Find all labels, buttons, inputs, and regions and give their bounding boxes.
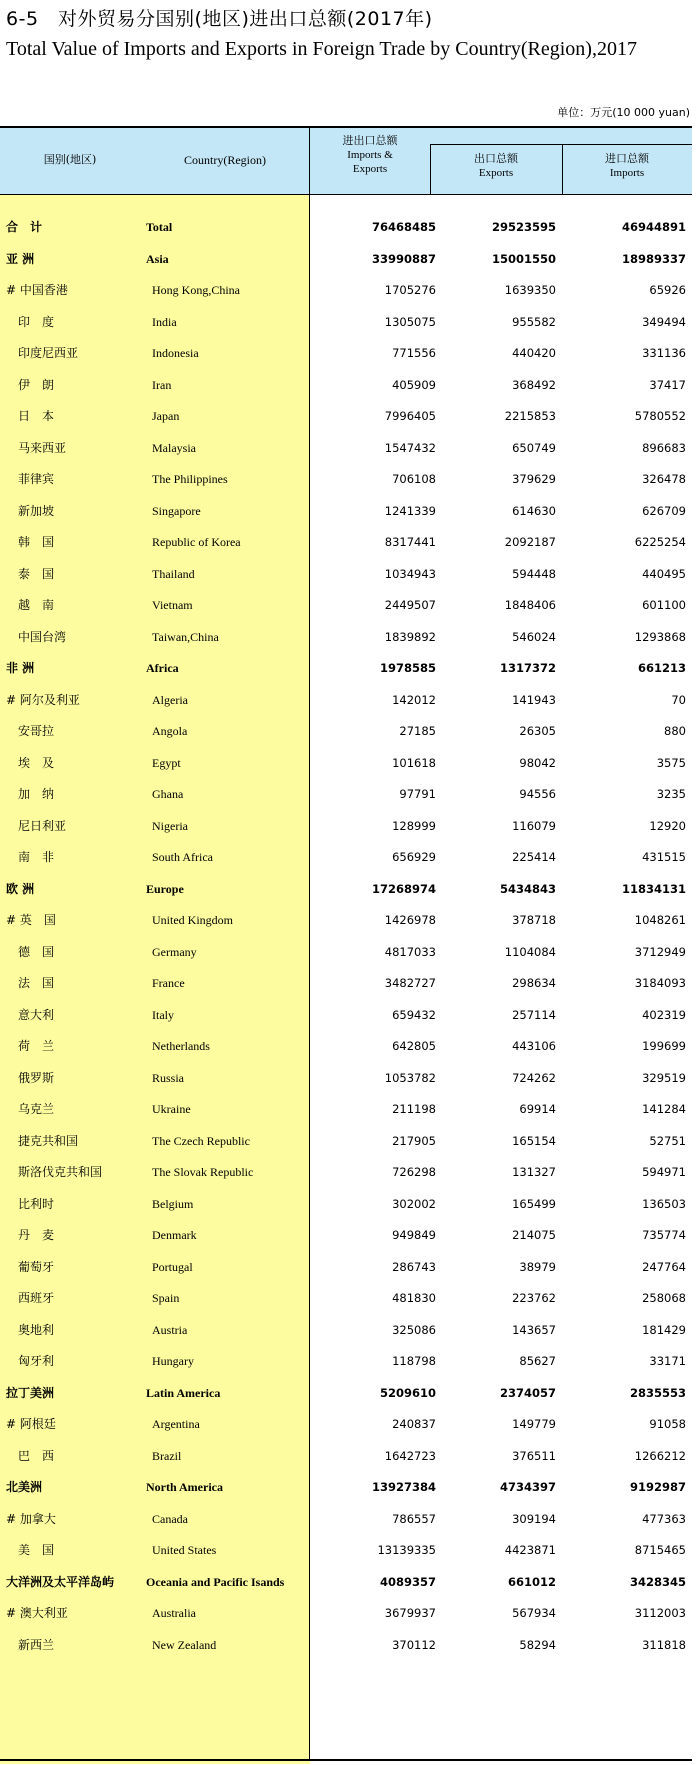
table-row: [0, 1125, 692, 1157]
value-exports: 165154: [512, 1133, 556, 1148]
row-name-en: Nigeria: [152, 818, 188, 833]
row-name-cn: 葡萄牙: [6, 1259, 55, 1274]
row-name-en: Indonesia: [152, 346, 199, 360]
value-total: 33990887: [371, 251, 436, 266]
value-total: 1705276: [384, 283, 436, 297]
row-name-en: The Philippines: [152, 472, 228, 486]
value-imports: 3712949: [634, 944, 686, 959]
table-row: [0, 1503, 692, 1535]
row-name-cn: 亚 洲: [6, 251, 35, 266]
table-row: [0, 369, 692, 401]
row-name-cn: # 加拿大: [6, 1511, 56, 1526]
column-divider-2: [430, 144, 431, 195]
value-imports: 33171: [649, 1354, 686, 1368]
table-row: [0, 1345, 692, 1377]
table-row: [0, 1093, 692, 1125]
value-exports: 149779: [512, 1417, 556, 1431]
row-name-cn: # 英 国: [6, 913, 56, 927]
row-name-cn: 丹 麦: [6, 1228, 55, 1242]
table-row: [0, 715, 692, 747]
value-exports: 38979: [519, 1259, 556, 1274]
row-name-en: New Zealand: [152, 1637, 217, 1652]
row-name-en: Algeria: [152, 692, 188, 707]
row-name-cn: 巴 西: [6, 1448, 55, 1463]
value-imports: 46944891: [621, 220, 686, 234]
table-row: [0, 1062, 692, 1094]
value-total: 1034943: [384, 566, 436, 581]
value-exports: 379629: [512, 472, 556, 486]
value-total: 1642723: [384, 1448, 436, 1463]
row-name-en: Oceania and Pacific Isands: [146, 1574, 285, 1589]
value-total: 1305075: [384, 314, 436, 329]
value-imports: 18989337: [621, 251, 686, 266]
table-row: [0, 1030, 692, 1062]
value-imports: 6225254: [634, 535, 686, 549]
header-country-en: Country(Region): [184, 153, 266, 167]
row-name-en: Hong Kong,China: [152, 283, 240, 297]
row-name-en: Republic of Korea: [152, 535, 241, 549]
table-row: [0, 1377, 692, 1409]
value-imports: 258068: [642, 1291, 686, 1305]
row-name-cn: 荷 兰: [6, 1039, 55, 1053]
row-name-cn: 南 非: [6, 850, 55, 864]
value-exports: 58294: [519, 1637, 556, 1652]
row-name-en: Denmark: [152, 1228, 197, 1242]
value-exports: 1317372: [499, 661, 556, 675]
value-total: 405909: [392, 377, 436, 392]
header-bottom-rule: [0, 194, 692, 195]
row-name-cn: 拉丁美洲: [6, 1385, 55, 1400]
value-total: 13139335: [377, 1543, 436, 1557]
row-name-cn: 俄罗斯: [6, 1070, 55, 1085]
value-exports: 141943: [512, 692, 556, 707]
row-name-en: France: [152, 976, 185, 990]
value-exports: 1104084: [504, 944, 556, 959]
unit-note: 单位：万元(10 000 yuan): [557, 106, 690, 119]
value-imports: 247764: [642, 1259, 686, 1274]
row-name-en: Iran: [152, 377, 172, 392]
row-name-en: Vietnam: [152, 598, 193, 612]
value-total: 76468485: [371, 220, 436, 234]
table-row: [0, 936, 692, 968]
value-total: 211198: [392, 1102, 436, 1116]
value-exports: 257114: [512, 1007, 556, 1022]
value-imports: 661213: [637, 661, 686, 675]
row-name-en: South Africa: [152, 850, 213, 864]
value-total: 3679937: [384, 1606, 436, 1620]
value-imports: 3235: [656, 787, 686, 801]
value-imports: 440495: [642, 566, 686, 581]
row-name-cn: 伊 朗: [6, 377, 55, 392]
page-title-en: Total Value of Imports and Exports in Foreign Trade by Country(Region),2017: [6, 38, 637, 60]
row-name-en: Angola: [152, 724, 188, 738]
table-row: [0, 1629, 692, 1661]
row-name-cn: 欧 洲: [6, 881, 35, 896]
value-exports: 309194: [512, 1511, 556, 1526]
value-exports: 165499: [512, 1196, 556, 1211]
value-exports: 443106: [512, 1039, 556, 1053]
row-name-en: United Kingdom: [152, 913, 233, 927]
row-name-en: Argentina: [152, 1417, 200, 1431]
row-name-en: Asia: [146, 251, 169, 266]
value-exports: 440420: [512, 346, 556, 360]
column-divider-3: [562, 144, 563, 195]
row-name-en: Hungary: [152, 1354, 194, 1368]
value-imports: 349494: [642, 314, 686, 329]
row-name-cn: 大洋洲及太平洋岛屿: [6, 1574, 115, 1589]
table-row: [0, 684, 692, 716]
table-bottom-rule: [0, 1759, 692, 1761]
value-exports: 4734397: [499, 1480, 556, 1494]
row-name-cn: 泰 国: [6, 566, 55, 581]
value-total: 325086: [392, 1322, 436, 1337]
table-row: [0, 652, 692, 684]
value-imports: 136503: [642, 1196, 686, 1211]
header-exports: 出口总额 Exports: [474, 152, 518, 179]
table-row: [0, 1471, 692, 1503]
value-imports: 2835553: [629, 1385, 686, 1400]
table-row: [0, 1597, 692, 1629]
header-sub-rule: [430, 144, 692, 145]
value-exports: 546024: [512, 629, 556, 644]
value-total: 17268974: [371, 881, 436, 896]
value-exports: 724262: [512, 1070, 556, 1085]
row-name-cn: 乌克兰: [6, 1102, 55, 1116]
row-name-cn: 埃 及: [6, 755, 55, 770]
value-imports: 12920: [649, 818, 686, 833]
value-exports: 116079: [512, 818, 556, 833]
value-exports: 69914: [519, 1102, 556, 1116]
value-total: 5209610: [379, 1385, 436, 1400]
table-row: [0, 778, 692, 810]
value-exports: 29523595: [491, 220, 556, 234]
value-imports: 11834131: [621, 881, 686, 896]
table-row: [0, 621, 692, 653]
value-imports: 3575: [656, 755, 686, 770]
table-row: [0, 558, 692, 590]
table-row: [0, 306, 692, 338]
table-row: [0, 589, 692, 621]
table-row: [0, 211, 692, 243]
value-imports: 181429: [642, 1322, 686, 1337]
row-name-cn: 新加坡: [6, 503, 55, 518]
value-imports: 331136: [642, 346, 686, 360]
table-row: [0, 1440, 692, 1472]
table-row: [0, 1251, 692, 1283]
value-exports: 378718: [512, 913, 556, 927]
value-exports: 15001550: [491, 251, 556, 266]
value-imports: 880: [664, 724, 686, 738]
row-name-cn: 加 纳: [6, 787, 55, 801]
header-country-cn: 国别(地区): [43, 153, 97, 166]
header-imports: 进口总额 Imports: [605, 152, 649, 179]
table-row: [0, 1534, 692, 1566]
row-name-cn: 尼日利亚: [6, 818, 67, 833]
row-name-cn: 安哥拉: [6, 724, 55, 738]
value-total: 7996405: [384, 409, 436, 423]
row-name-en: Thailand: [152, 566, 195, 581]
value-exports: 26305: [519, 724, 556, 738]
table-row: [0, 337, 692, 369]
value-total: 27185: [399, 724, 436, 738]
row-name-en: Latin America: [146, 1385, 221, 1400]
value-total: 302002: [392, 1196, 436, 1211]
value-imports: 70: [671, 692, 686, 707]
value-imports: 65926: [649, 283, 686, 297]
value-exports: 376511: [512, 1448, 556, 1463]
table-row: [0, 1282, 692, 1314]
row-name-cn: 捷克共和国: [6, 1133, 79, 1148]
table-row: [0, 400, 692, 432]
value-exports: 5434843: [499, 881, 556, 896]
row-name-cn: # 阿尔及利亚: [6, 692, 80, 707]
value-imports: 402319: [642, 1007, 686, 1022]
row-name-en: Taiwan,China: [152, 629, 219, 644]
table-row: [0, 904, 692, 936]
value-imports: 52751: [649, 1133, 686, 1148]
value-exports: 594448: [512, 566, 556, 581]
value-total: 101618: [392, 755, 436, 770]
value-imports: 329519: [642, 1070, 686, 1085]
table-row: [0, 526, 692, 558]
value-exports: 298634: [512, 976, 556, 990]
value-total: 8317441: [384, 535, 436, 549]
table-row: [0, 1566, 692, 1598]
value-exports: 2092187: [504, 535, 556, 549]
table-row: [0, 1156, 692, 1188]
value-imports: 1266212: [634, 1448, 686, 1463]
value-exports: 143657: [512, 1322, 556, 1337]
row-name-en: Malaysia: [152, 440, 196, 455]
value-imports: 626709: [642, 503, 686, 518]
value-exports: 1639350: [504, 283, 556, 297]
row-name-en: Germany: [152, 944, 197, 959]
value-total: 949849: [392, 1228, 436, 1242]
value-total: 1547432: [384, 440, 436, 455]
table-row: [0, 463, 692, 495]
row-name-cn: 美 国: [6, 1543, 55, 1557]
value-total: 217905: [392, 1133, 436, 1148]
row-name-en: Russia: [152, 1070, 185, 1085]
row-name-en: Africa: [146, 661, 179, 675]
value-total: 13927384: [371, 1480, 436, 1494]
value-exports: 225414: [512, 850, 556, 864]
value-total: 1978585: [379, 661, 436, 675]
table-top-rule: [0, 126, 692, 128]
row-name-en: Spain: [152, 1291, 180, 1305]
value-imports: 477363: [642, 1511, 686, 1526]
value-exports: 94556: [519, 787, 556, 801]
table-row: [0, 1188, 692, 1220]
value-imports: 199699: [642, 1039, 686, 1053]
value-total: 286743: [392, 1259, 436, 1274]
row-name-cn: # 澳大利亚: [6, 1606, 68, 1620]
value-total: 1053782: [384, 1070, 436, 1085]
row-name-en: Belgium: [152, 1196, 194, 1211]
value-exports: 955582: [512, 314, 556, 329]
row-name-en: Brazil: [152, 1448, 182, 1463]
row-name-en: Netherlands: [152, 1039, 210, 1053]
value-total: 142012: [392, 692, 436, 707]
row-name-cn: 新西兰: [6, 1637, 55, 1652]
row-name-cn: 马来西亚: [6, 440, 67, 455]
row-name-en: Canada: [152, 1511, 188, 1526]
table-row: [0, 243, 692, 275]
value-total: 370112: [392, 1637, 436, 1652]
table-row: [0, 999, 692, 1031]
table-row: [0, 495, 692, 527]
value-exports: 4423871: [504, 1543, 556, 1557]
value-exports: 567934: [512, 1606, 556, 1620]
row-name-en: Australia: [152, 1606, 196, 1620]
value-exports: 223762: [512, 1291, 556, 1305]
row-name-cn: 斯洛伐克共和国: [6, 1165, 103, 1179]
value-imports: 3184093: [634, 976, 686, 990]
row-name-cn: 韩 国: [6, 535, 55, 549]
value-imports: 3112003: [634, 1606, 686, 1620]
value-exports: 661012: [507, 1574, 556, 1589]
value-imports: 1048261: [634, 913, 686, 927]
row-name-cn: 印 度: [6, 314, 55, 329]
value-imports: 37417: [649, 377, 686, 392]
header-total: 进出口总额 Imports & Exports: [342, 134, 398, 175]
value-total: 726298: [392, 1165, 436, 1179]
row-name-cn: 合 计: [6, 220, 43, 234]
row-name-cn: 日 本: [6, 409, 55, 423]
row-name-cn: 意大利: [6, 1007, 55, 1022]
row-name-cn: 匈牙利: [6, 1354, 55, 1368]
page-title-cn: 6-5 对外贸易分国别(地区)进出口总额(2017年): [6, 8, 433, 30]
value-total: 706108: [392, 472, 436, 486]
value-exports: 98042: [519, 755, 556, 770]
value-total: 481830: [392, 1291, 436, 1305]
value-imports: 91058: [649, 1417, 686, 1431]
value-total: 97791: [399, 787, 436, 801]
row-name-cn: 西班牙: [6, 1291, 55, 1305]
table-row: [0, 432, 692, 464]
table-row: [0, 1408, 692, 1440]
value-exports: 85627: [519, 1354, 556, 1368]
value-imports: 141284: [642, 1102, 686, 1116]
row-name-en: Japan: [152, 409, 180, 423]
trade-table: [0, 126, 692, 1764]
row-name-cn: 越 南: [6, 598, 55, 612]
row-name-cn: 法 国: [6, 976, 55, 990]
row-name-cn: 奥地利: [6, 1322, 55, 1337]
table-row: [0, 810, 692, 842]
row-name-cn: 菲律宾: [6, 472, 55, 486]
row-name-cn: # 阿根廷: [6, 1417, 56, 1431]
value-imports: 3428345: [629, 1574, 686, 1589]
value-imports: 8715465: [634, 1543, 686, 1557]
row-name-en: Ghana: [152, 787, 184, 801]
row-name-cn: 非 洲: [6, 661, 35, 675]
row-name-en: The Czech Republic: [152, 1133, 250, 1148]
value-total: 4089357: [379, 1574, 436, 1589]
value-total: 642805: [392, 1039, 436, 1053]
value-imports: 594971: [642, 1165, 686, 1179]
row-name-en: Egypt: [152, 755, 181, 770]
value-imports: 431515: [642, 850, 686, 864]
row-name-en: Portugal: [152, 1259, 193, 1274]
value-total: 656929: [392, 850, 436, 864]
row-name-cn: 中国台湾: [6, 629, 67, 644]
value-imports: 5780552: [634, 409, 686, 423]
value-total: 771556: [392, 346, 436, 360]
value-exports: 131327: [512, 1165, 556, 1179]
value-exports: 368492: [512, 377, 556, 392]
row-name-cn: 比利时: [6, 1196, 55, 1211]
value-total: 1426978: [384, 913, 436, 927]
value-total: 3482727: [384, 976, 436, 990]
table-row: [0, 274, 692, 306]
value-total: 118798: [392, 1354, 436, 1368]
row-name-cn: 印度尼西亚: [6, 346, 79, 360]
row-name-en: India: [152, 314, 177, 329]
value-total: 128999: [392, 818, 436, 833]
value-total: 4817033: [384, 944, 436, 959]
value-exports: 2374057: [499, 1385, 556, 1400]
table-row: [0, 1314, 692, 1346]
row-name-en: United States: [152, 1543, 217, 1557]
row-name-en: North America: [146, 1480, 223, 1494]
value-imports: 326478: [642, 472, 686, 486]
row-name-en: Ukraine: [152, 1102, 191, 1116]
row-name-en: Total: [146, 220, 173, 234]
value-total: 1241339: [384, 503, 436, 518]
value-exports: 214075: [512, 1228, 556, 1242]
value-imports: 601100: [642, 598, 686, 612]
value-exports: 1848406: [504, 598, 556, 612]
table-row: [0, 747, 692, 779]
value-imports: 735774: [642, 1228, 686, 1242]
row-name-cn: # 中国香港: [6, 283, 68, 297]
row-name-en: Singapore: [152, 503, 201, 518]
table-row: [0, 967, 692, 999]
value-total: 2449507: [384, 598, 436, 612]
row-name-en: Austria: [152, 1322, 188, 1337]
table-row: [0, 1219, 692, 1251]
value-total: 786557: [392, 1511, 436, 1526]
value-imports: 311818: [642, 1637, 686, 1652]
value-total: 659432: [392, 1007, 436, 1022]
value-total: 1839892: [384, 629, 436, 644]
value-exports: 650749: [512, 440, 556, 455]
table-row: [0, 873, 692, 905]
value-imports: 1293868: [634, 629, 686, 644]
row-name-cn: 北美洲: [6, 1480, 43, 1494]
row-name-cn: 德 国: [6, 944, 55, 959]
row-name-en: Europe: [146, 881, 184, 896]
row-name-en: Italy: [152, 1007, 174, 1022]
value-exports: 614630: [512, 503, 556, 518]
table-row: [0, 841, 692, 873]
value-total: 240837: [392, 1417, 436, 1431]
value-imports: 896683: [642, 440, 686, 455]
value-imports: 9192987: [629, 1480, 686, 1494]
row-name-en: The Slovak Republic: [152, 1165, 254, 1179]
value-exports: 2215853: [504, 409, 556, 423]
